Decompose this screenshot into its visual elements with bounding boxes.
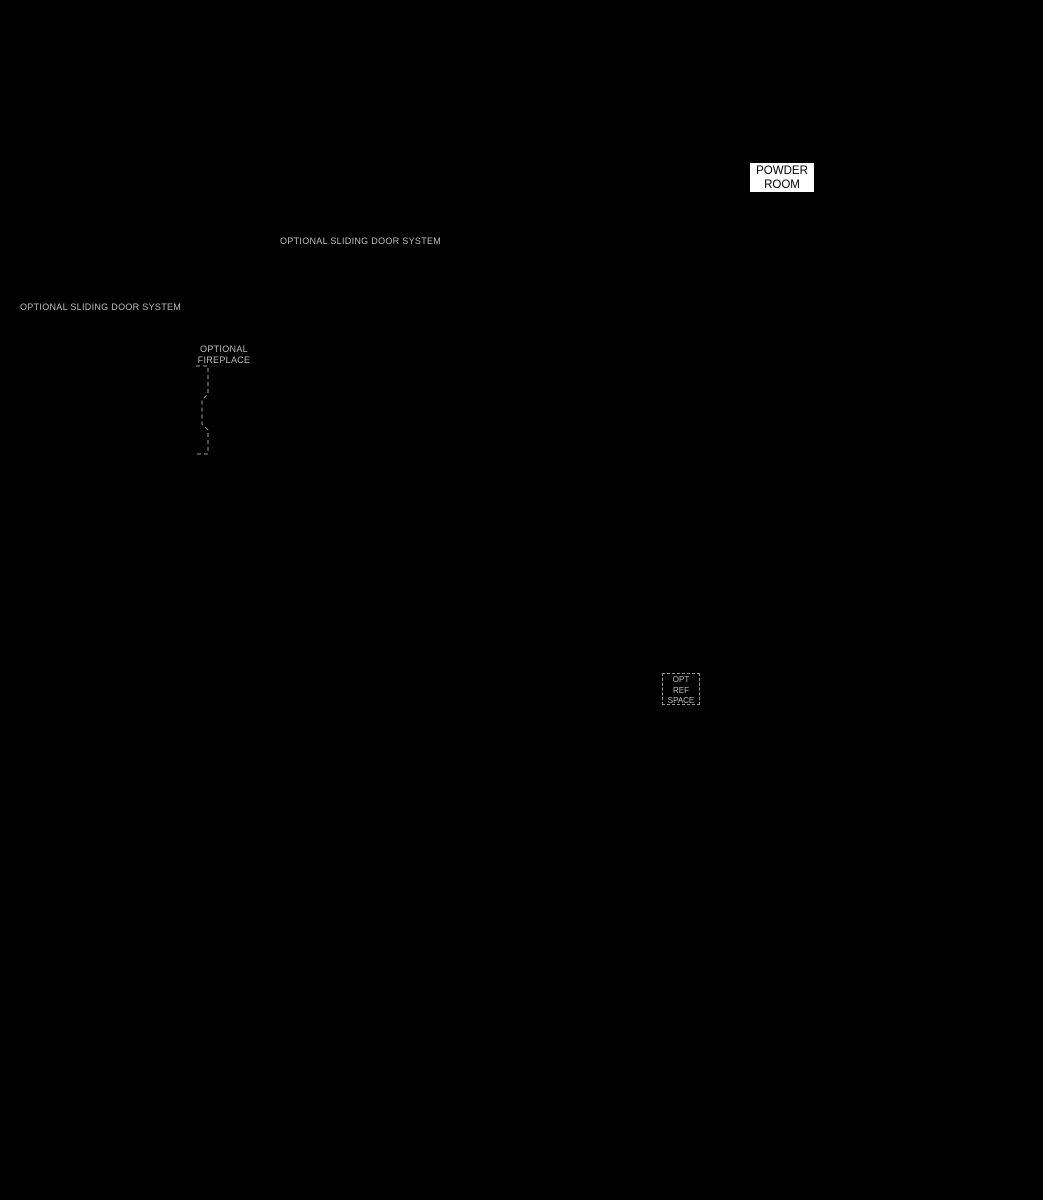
sliding-door-label-upper: OPTIONAL SLIDING DOOR SYSTEM xyxy=(280,236,442,246)
ref-space-line2: REF xyxy=(673,685,689,695)
ref-space-line1: OPT xyxy=(672,675,690,684)
powder-room-tag xyxy=(750,163,814,192)
powder-room-label-line1: POWDER xyxy=(756,164,808,177)
fireplace-label-line2: FIREPLACE xyxy=(197,355,251,365)
fireplace-outline-icon xyxy=(190,362,214,458)
powder-room-label-line2: ROOM xyxy=(764,178,800,191)
ref-space-box xyxy=(662,673,700,705)
ref-space-line3: SPACE xyxy=(667,696,695,705)
sliding-door-label-left: OPTIONAL SLIDING DOOR SYSTEM xyxy=(20,302,182,312)
fireplace-label-line1: OPTIONAL xyxy=(200,344,248,354)
